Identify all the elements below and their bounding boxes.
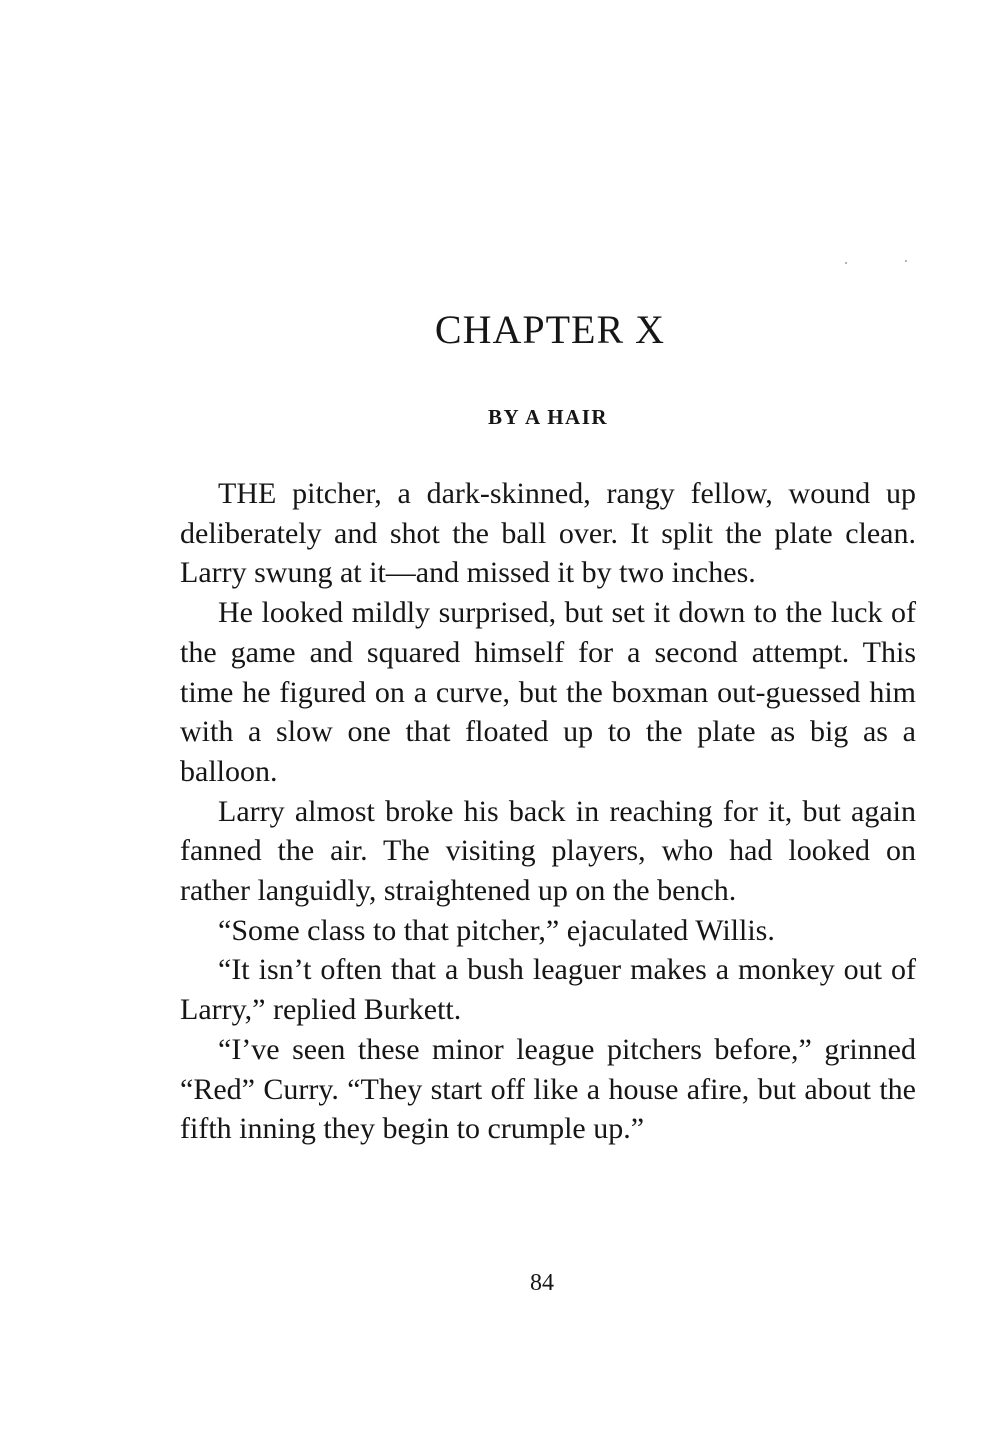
- paragraph: “Some class to that pitcher,” ejaculated Willis.: [218, 913, 775, 947]
- paragraph-text: pitcher, a dark-skinned, rangy fellow, wound up deliberately and shot the ball over. It split the plate clean. Larry swung at it—and missed it by two inches.: [180, 477, 916, 590]
- paragraph: Larry almost broke his back in reaching for it, but again fanned the air. The visiting players, who had looked on rather languidly, straightened up on the bench.: [180, 794, 916, 908]
- paragraph: “It isn’t often that a bush leaguer makes a monkey out of Larry,” replied Burkett.: [180, 953, 916, 1027]
- chapter-subtitle: BY A HAIR: [487, 405, 609, 429]
- drop-lead-letter: T: [218, 477, 237, 510]
- paragraph: “I’ve seen these minor league pitchers before,” grinned “Red” Curry. “They start off like a house afire, but about the fifth inning they begin to crumple up.”: [180, 1032, 916, 1146]
- paragraph: [180, 474, 916, 593]
- page-speck: [845, 262, 847, 264]
- chapter-title: CHAPTER X: [434, 307, 666, 352]
- page-speck: [905, 260, 907, 262]
- paragraph: He looked mildly surprised, but set it down to the luck of the game and squared himself for a second attempt. This time he figured on a curve, but the boxman out-guessed him with a slow one that floated up to the plate as big as a balloon.: [180, 596, 916, 788]
- lead-word-rest: HE: [236, 477, 277, 510]
- page-number: 84: [530, 1270, 554, 1296]
- chapter-body: [180, 474, 916, 1149]
